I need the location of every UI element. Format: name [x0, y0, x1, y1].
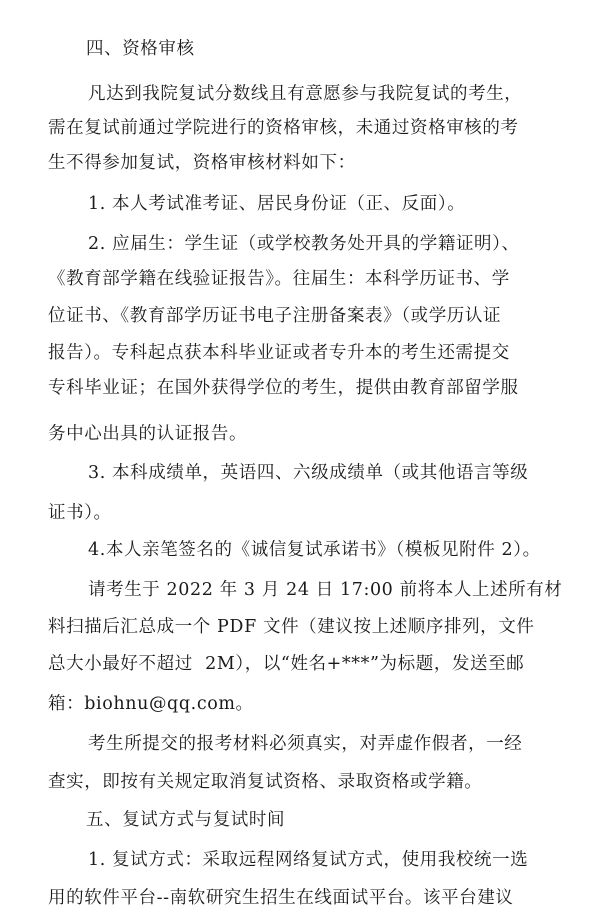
paragraph-line: 《教育部学籍在线验证报告》。往届生：本科学历证书、学: [48, 269, 510, 289]
paragraph-line: 用的软件平台--南软研究生招生在线面试平台。该平台建议: [48, 888, 514, 908]
paragraph-line: 报告）。专科起点获本科毕业证或者专升本的考生还需提交: [48, 343, 510, 363]
paragraph-line: 总大小最好不超过 2M），以“姓名+***”为标题，发送至邮: [48, 654, 525, 674]
section-heading-5: 五、复试方式与复试时间: [86, 810, 286, 830]
paragraph-line: 务中心出具的认证报告。: [48, 424, 248, 444]
list-item-3: 3. 本科成绩单，英语四、六级成绩单（或其他语言等级: [88, 463, 529, 483]
paragraph-line: 请考生于 2022 年 3 月 24 日 17:00 前将本人上述所有材: [88, 580, 563, 600]
list-item-1: 1. 本人考试准考证、居民身份证（正、反面）。: [88, 194, 466, 214]
paragraph-line: 生不得参加复试，资格审核材料如下：: [48, 153, 356, 173]
paragraph-line: 考生所提交的报考材料必须真实，对弄虚作假者，一经: [88, 734, 523, 754]
list-item-1: 1. 复试方式：采取远程网络复试方式，使用我校统一选: [88, 850, 529, 870]
paragraph-line: 位证书、《教育部学历证书电子注册备案表》（或学历认证: [48, 306, 502, 326]
email-line: 箱：biohnu@qq.com。: [48, 694, 254, 714]
paragraph-line: 专科毕业证；在国外获得学位的考生，提供由教育部留学服: [48, 378, 519, 398]
list-item-4: 4.本人亲笔签名的《诚信复试承诺书》（模板见附件 2）。: [88, 540, 541, 560]
paragraph-line: 需在复试前通过学院进行的资格审核，未通过资格审核的考: [48, 118, 519, 138]
list-item-2: 2. 应届生：学生证（或学校教务处开具的学籍证明）、: [88, 234, 520, 254]
paragraph-line: 凡达到我院复试分数线且有意愿参与我院复试的考生，: [88, 84, 523, 104]
paragraph-line: 证书）。: [48, 503, 112, 523]
paragraph-line: 查实，即按有关规定取消复试资格、录取资格或学籍。: [48, 772, 483, 792]
paragraph-line: 料扫描后汇总成一个 PDF 文件（建议按上述顺序排列，文件: [48, 617, 535, 637]
section-heading-4: 四、资格审核: [86, 39, 195, 59]
